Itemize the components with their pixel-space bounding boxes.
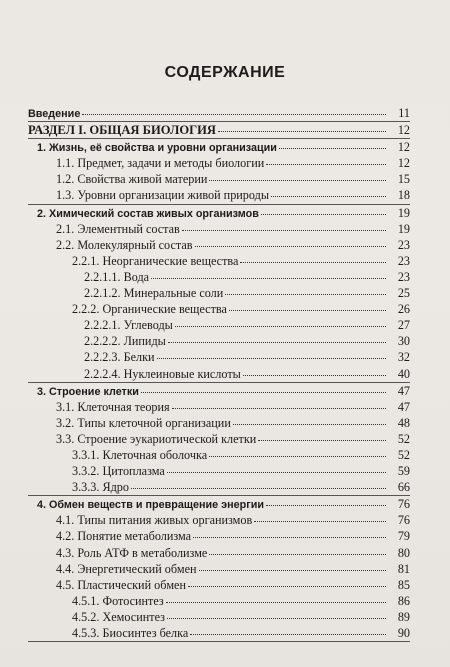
toc-entry-page-number: 23 bbox=[397, 269, 410, 284]
toc-entry-label: 2.2.1.1. Вода bbox=[84, 269, 150, 284]
toc-entry-label: 2.2.2.2. Липиды bbox=[84, 334, 166, 349]
dot-leader bbox=[141, 381, 386, 393]
toc-entry-label: 4.5. Пластический обмен bbox=[56, 577, 186, 592]
dot-leader bbox=[209, 169, 386, 181]
toc-entry-label: 2.2. Молекулярный состав bbox=[56, 237, 193, 252]
dot-leader bbox=[199, 559, 386, 571]
dot-leader bbox=[229, 299, 386, 311]
toc-entry-page-number: 19 bbox=[397, 205, 410, 220]
toc-entry-label: 4.3. Роль АТФ в метаболизме bbox=[56, 545, 208, 560]
toc-entry-label: 2.2.2. Органические вещества bbox=[72, 302, 227, 317]
dot-leader bbox=[266, 494, 386, 506]
toc-entry-page-number: 81 bbox=[397, 561, 410, 576]
dot-leader bbox=[271, 185, 386, 197]
toc-entry-label: 4.5.1. Фотосинтез bbox=[72, 593, 164, 608]
dot-leader bbox=[209, 543, 386, 555]
dot-leader bbox=[266, 153, 386, 165]
toc-entry-label: 4.5.2. Хемосинтез bbox=[72, 609, 165, 624]
toc-entry-page-number: 12 bbox=[397, 123, 410, 138]
toc-entry-label: РАЗДЕЛ I. ОБЩАЯ БИОЛОГИЯ bbox=[28, 123, 217, 138]
dot-leader bbox=[175, 315, 386, 327]
toc-entry-page-number: 23 bbox=[397, 253, 410, 268]
dot-leader bbox=[193, 526, 386, 538]
toc-entry-label: 4.2. Понятие метаболизма bbox=[56, 529, 192, 544]
toc-entry-label: 3.2. Типы клеточной организации bbox=[56, 415, 231, 430]
toc-entry bbox=[28, 187, 410, 203]
toc-entry-page-number: 47 bbox=[397, 383, 410, 398]
dot-leader bbox=[167, 461, 386, 473]
dot-leader bbox=[195, 235, 386, 247]
toc-entry bbox=[28, 479, 410, 495]
dot-leader bbox=[209, 445, 386, 457]
toc-entry-label: 3.3. Строение эукариотической клетки bbox=[56, 431, 257, 446]
toc-entry-page-number: 32 bbox=[397, 350, 410, 365]
toc-entry-label: 3.3.1. Клеточная оболочка bbox=[72, 447, 208, 462]
toc-entry-label: 2.2.2.3. Белки bbox=[84, 350, 155, 365]
toc-entry-page-number: 30 bbox=[397, 334, 410, 349]
toc-entry-page-number: 12 bbox=[397, 156, 410, 171]
toc-entry-page-number: 80 bbox=[397, 545, 410, 560]
dot-leader bbox=[82, 103, 386, 115]
toc-entry-page-number: 15 bbox=[397, 172, 410, 187]
toc-entry-page-number: 26 bbox=[397, 302, 410, 317]
toc-entry-label: 1.1. Предмет, задачи и методы биологии bbox=[56, 156, 265, 171]
toc-entry-page-number: 11 bbox=[398, 106, 410, 120]
dot-leader bbox=[182, 219, 386, 231]
toc-entry-label: 2.2.1.2. Минеральные соли bbox=[84, 286, 224, 301]
toc-entry-page-number: 76 bbox=[397, 497, 410, 512]
toc-entry-page-number: 23 bbox=[397, 237, 410, 252]
toc-entry-label: 4. Обмен веществ и превращение энергии bbox=[37, 499, 264, 512]
toc-entry-label: 1.3. Уровни организации живой природы bbox=[56, 188, 270, 203]
toc-entry bbox=[28, 105, 410, 121]
dot-leader bbox=[279, 137, 386, 149]
toc-entry-label: 4.1. Типы питания живых организмов bbox=[56, 513, 253, 528]
dot-leader bbox=[157, 347, 386, 359]
toc-entry-label: Введение bbox=[28, 108, 81, 120]
toc-entry-label: 2.2.2.4. Нуклеиновые кислоты bbox=[84, 366, 241, 381]
toc-entry-page-number: 59 bbox=[397, 464, 410, 479]
toc-entry-page-number: 47 bbox=[397, 399, 410, 414]
toc-entry-label: 3.1. Клеточная теория bbox=[56, 399, 170, 414]
dot-leader bbox=[225, 283, 386, 295]
dot-leader bbox=[258, 429, 386, 441]
section-divider bbox=[28, 641, 410, 642]
toc-entry-page-number: 66 bbox=[397, 480, 410, 495]
toc-entry-label: 2.1. Элементный состав bbox=[56, 221, 180, 236]
dot-leader bbox=[254, 510, 386, 522]
toc-entry bbox=[28, 366, 410, 382]
toc-entry-label: 2. Химический состав живых организмов bbox=[37, 207, 259, 220]
toc-entry-page-number: 12 bbox=[397, 140, 410, 155]
dot-leader bbox=[167, 607, 386, 619]
toc-entry-page-number: 40 bbox=[397, 366, 410, 381]
toc-entry-page-number: 19 bbox=[397, 221, 410, 236]
dot-leader bbox=[240, 251, 386, 263]
toc-entry-page-number: 85 bbox=[397, 577, 410, 592]
toc-entry-page-number: 52 bbox=[397, 431, 410, 446]
toc-entry-label: 3.3.3. Ядро bbox=[72, 480, 129, 495]
toc-entry-page-number: 90 bbox=[397, 626, 410, 640]
dot-leader bbox=[190, 623, 386, 635]
toc-entry-label: 2.2.1. Неорганические вещества bbox=[72, 253, 239, 268]
dot-leader bbox=[243, 364, 386, 376]
dot-leader bbox=[172, 397, 386, 409]
toc-entry-label: 4.5.3. Биосинтез белка bbox=[72, 626, 189, 640]
toc-entry-label: 2.2.2.1. Углеводы bbox=[84, 318, 173, 333]
toc-entry-label: 1. Жизнь, её свойства и уровни организации bbox=[37, 142, 277, 155]
dot-leader bbox=[188, 575, 386, 587]
toc-entry-page-number: 48 bbox=[397, 415, 410, 430]
toc-entry-page-number: 79 bbox=[397, 529, 410, 544]
toc-entry-label: 3. Строение клетки bbox=[37, 385, 139, 398]
toc-entry-page-number: 25 bbox=[397, 286, 410, 301]
toc-entry-label: 3.3.2. Цитоплазма bbox=[72, 464, 165, 479]
dot-leader bbox=[168, 331, 386, 343]
dot-leader bbox=[261, 203, 386, 215]
dot-leader bbox=[233, 413, 386, 425]
toc-entry bbox=[28, 625, 410, 641]
dot-leader bbox=[131, 477, 386, 489]
toc-entry-page-number: 76 bbox=[397, 513, 410, 528]
toc-entry-page-number: 27 bbox=[397, 318, 410, 333]
dot-leader bbox=[218, 120, 386, 132]
dot-leader bbox=[151, 267, 386, 279]
toc-entry-page-number: 86 bbox=[397, 593, 410, 608]
toc-entry bbox=[28, 122, 410, 138]
toc-entry-page-number: 18 bbox=[397, 188, 410, 203]
toc-entry-page-number: 52 bbox=[397, 447, 410, 462]
page-title: СОДЕРЖАНИЕ bbox=[164, 64, 286, 81]
dot-leader bbox=[166, 591, 386, 603]
table-of-contents bbox=[28, 105, 410, 642]
toc-entry-label: 4.4. Энергетический обмен bbox=[56, 561, 197, 576]
toc-entry-page-number: 89 bbox=[397, 609, 410, 624]
toc-entry-label: 1.2. Свойства живой материи bbox=[56, 172, 208, 187]
